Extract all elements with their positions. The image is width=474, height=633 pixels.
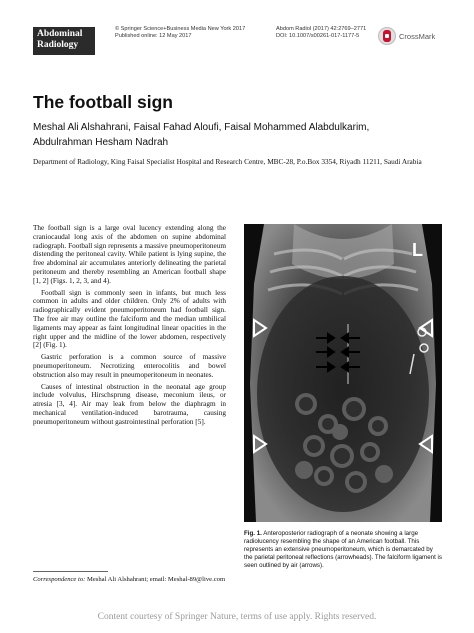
- authors-line-1: Meshal Ali Alshahrani, Faisal Fahad Aloufi, Faisal Mohammed Alabdulkarim,: [33, 122, 370, 133]
- citation-line: Abdom Radiol (2017) 42:2769–2771: [276, 26, 367, 32]
- figure-caption-label: Fig. 1.: [244, 530, 262, 537]
- side-marker-letter: L: [412, 240, 423, 260]
- publication-info: [115, 26, 245, 40]
- correspondence-footnote: [33, 576, 225, 583]
- journal-logo-line1: Abdominal: [37, 29, 83, 39]
- journal-logo-line2: Radiology: [37, 40, 79, 50]
- doi-line: DOI: 10.1007/s00261-017-1177-5: [276, 33, 360, 39]
- copyright-line: © Springer Science+Business Media New York 2017: [115, 26, 246, 32]
- figure-caption: [244, 530, 442, 570]
- article-title: The football sign: [33, 92, 173, 112]
- paragraph-2: Football sign is commonly seen in infants, but much less common in adults and older children. Only 2% of adults with radiographically evident pneumoperitoneum had football sign. The free air may outline the falciform and the median umbilical ligaments may appear as faint longitudinal linear opacities in the right upper and the midline of the lower abdomen, respectively [2] (Fig. 1).: [33, 288, 226, 350]
- page-footer: Content courtesy of Springer Nature, terms of use apply. Rights reserved.: [97, 612, 377, 622]
- crossmark-badge[interactable]: [378, 27, 435, 45]
- footnote-divider: [33, 571, 108, 572]
- body-text: [33, 224, 226, 430]
- author-list: [33, 120, 443, 150]
- crossmark-label: CrossMark: [399, 31, 436, 41]
- footnote-label: Correspondence to:: [33, 576, 86, 583]
- radiograph-image: [244, 224, 442, 522]
- affiliation: Department of Radiology, King Faisal Specialist Hospital and Research Centre, MBC-28, P.o.Box 3354, Riyadh 11211, Saudi Arabia: [33, 157, 422, 166]
- authors-line-2: Abdulrahman Hesham Nadrah: [33, 137, 169, 148]
- paragraph-4: Causes of intestinal obstruction in the neonatal age group include volvulus, Hirschsprung disease, meconium ileus, or atresia [3, 4]. Air may leak from below the diaphragm in mechanical ventilation-induced barotrauma, causing pneumoperitoneum without gastrointestinal perforation [5].: [33, 382, 226, 426]
- footnote-text: Meshal Ali Alshahrani; email: Meshal-89@live.com: [86, 576, 226, 583]
- crossmark-icon: [378, 27, 396, 45]
- journal-logo: [33, 27, 95, 55]
- paragraph-1: The football sign is a large oval lucency extending along the craniocaudal long axis of the abdomen on supine abdominal radiograph. Football sign represents a massive pneumoperitoneum distending the peritoneal cavity. While patient is lying supine, the free abdominal air accumulates anteriorly delineating the parietal peritoneum and thereby resembling an American football shape [1, 2] (Figs. 1, 2, 3, and 4).: [33, 224, 226, 285]
- figure-caption-text: Anteroposterior radiograph of a neonate showing a large radiolucency resembling the shape of an American football. This represents an extensive pneumoperitoneum, which is demarcated by the parietal peritoneal reflections (arrowheads). The falciform ligament is seen outlined by air (arrows).: [244, 530, 442, 569]
- radiograph-figure: [244, 224, 442, 522]
- citation-info: [276, 26, 366, 40]
- paragraph-3: Gastric perforation is a common source of massive pneumoperitoneum. Necrotizing enterocolitis and bowel obstruction also may result in pneumoperitoneum in neonates.: [33, 353, 226, 379]
- published-online-line: Published online: 12 May 2017: [115, 33, 192, 39]
